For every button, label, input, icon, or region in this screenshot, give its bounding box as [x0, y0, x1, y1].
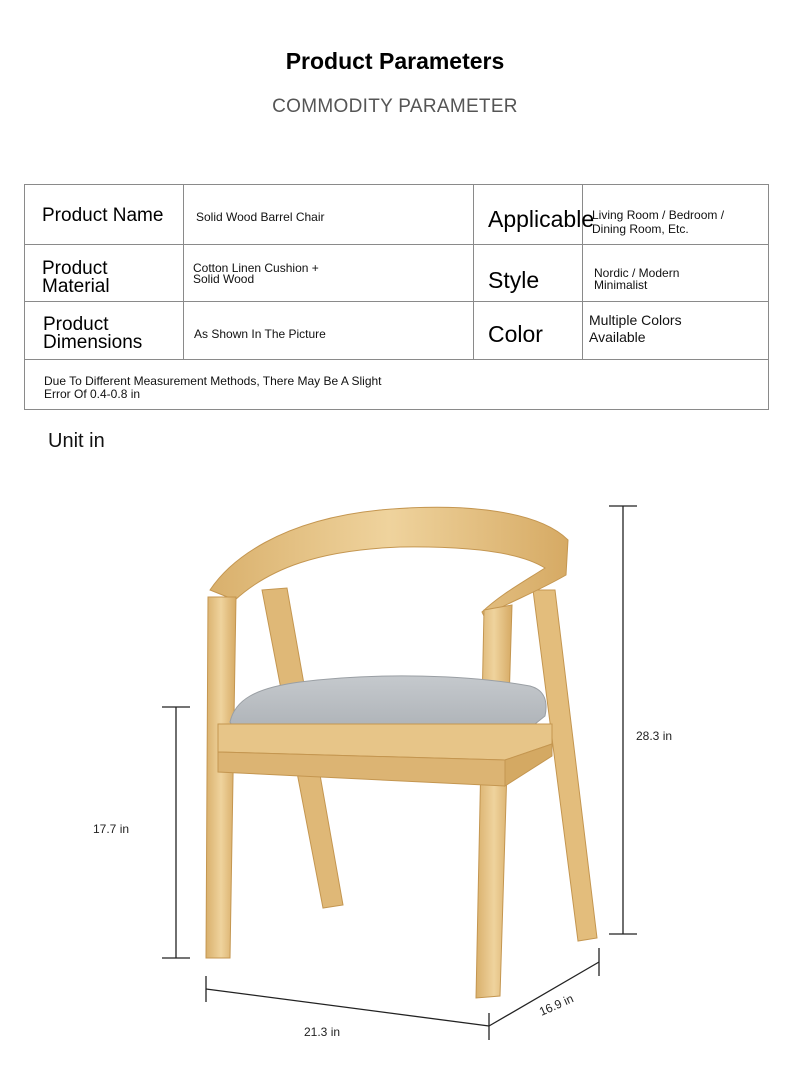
- page-title: Product Parameters: [285, 48, 505, 74]
- material-label-1: Product: [42, 258, 108, 279]
- style-value-1: Nordic / Modern: [594, 266, 680, 280]
- chair-backrest: [210, 507, 568, 622]
- chair-rear-leg: [533, 590, 597, 941]
- dimensions-label-1: Product: [43, 314, 109, 335]
- color-value-2: Available: [589, 329, 646, 345]
- applicable-label: Applicable: [488, 206, 595, 232]
- height-label: 28.3 in: [636, 729, 673, 743]
- product-name-value: Solid Wood Barrel Chair: [196, 210, 325, 224]
- color-label: Color: [488, 321, 543, 347]
- note-line-2: Error Of 0.4-0.8 in: [44, 387, 141, 401]
- dimension-seat-height: [162, 707, 190, 958]
- chair: [206, 507, 597, 998]
- material-value-1: Cotton Linen Cushion +: [193, 261, 319, 275]
- material-value-2: Solid Wood: [193, 272, 255, 286]
- width-label: 21.3 in: [304, 1025, 341, 1039]
- chair-front-leg: [476, 605, 512, 998]
- applicable-value-2: Dining Room, Etc.: [592, 222, 689, 236]
- style-value-2: Minimalist: [594, 278, 648, 292]
- seat-height-label: 17.7 in: [93, 822, 130, 836]
- applicable-value-1: Living Room / Bedroom /: [592, 208, 725, 222]
- page-subtitle: COMMODITY PARAMETER: [272, 96, 518, 117]
- dimension-height: [609, 506, 637, 934]
- color-value-1: Multiple Colors: [589, 312, 682, 328]
- product-name-label: Product Name: [42, 205, 164, 226]
- chair-front-leg: [206, 597, 236, 958]
- dimensions-value: As Shown In The Picture: [194, 327, 326, 341]
- unit-label: Unit in: [48, 430, 105, 452]
- note-line-1: Due To Different Measurement Methods, There May Be A Slight: [44, 374, 382, 388]
- depth-label: 16.9 in: [537, 991, 576, 1019]
- dimensions-label-2: Dimensions: [43, 332, 143, 353]
- material-label-2: Material: [42, 276, 110, 297]
- dimension-width: [206, 976, 489, 1040]
- style-label: Style: [488, 267, 540, 293]
